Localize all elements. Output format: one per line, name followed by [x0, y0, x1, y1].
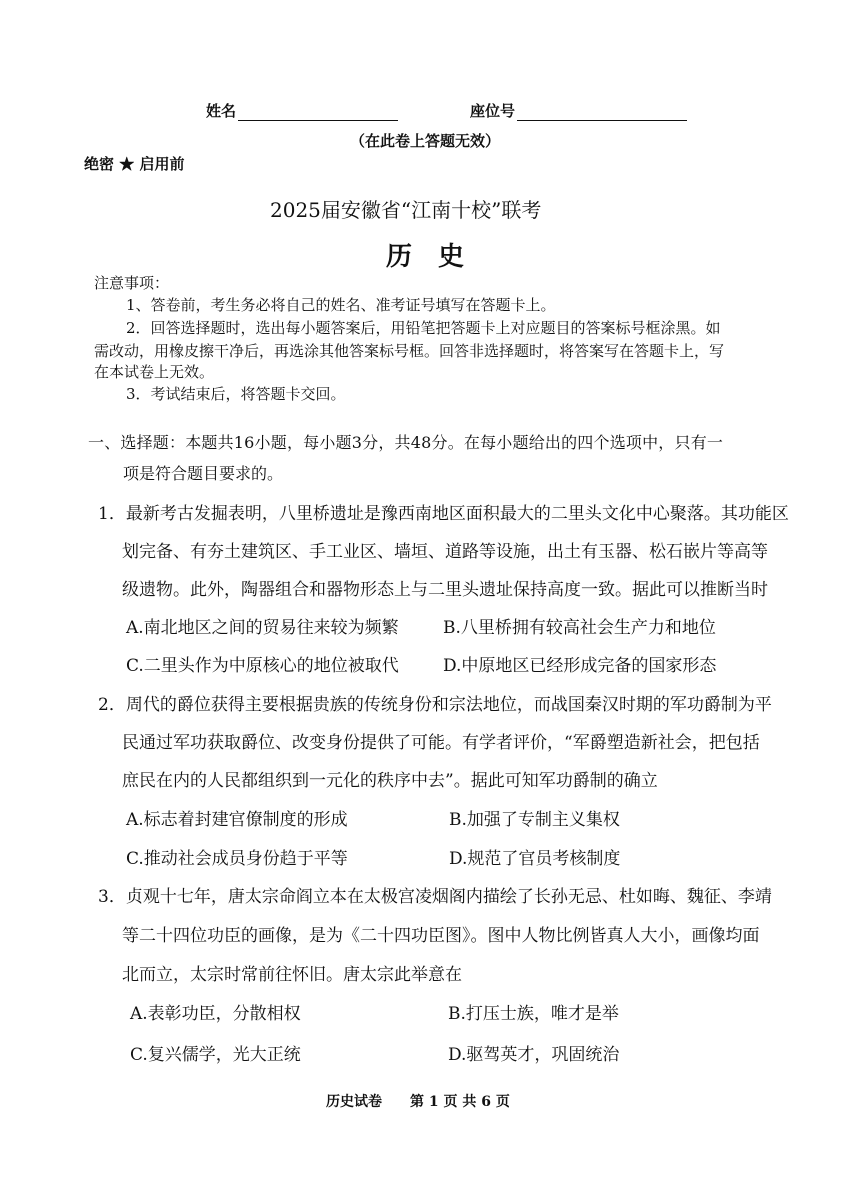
- instructions-title: 注意事项：: [94, 274, 170, 292]
- secret-mark: 绝密 ★ 启用前: [84, 155, 185, 173]
- section-heading-line-2: 项是符合题目要求的。: [123, 464, 284, 483]
- name-field: [206, 100, 398, 121]
- q1-stem-line-1: 1．最新考古发掘表明，八里桥遗址是豫西南地区面积最大的二里头文化中心聚落。其功能区: [98, 504, 789, 524]
- q3-option-b: B.打压士族，唯才是举: [448, 1004, 619, 1024]
- q2-option-a: A.标志着封建官僚制度的形成: [126, 810, 348, 830]
- q1-option-c: C.二里头作为中原核心的地位被取代: [126, 656, 399, 676]
- q1-stem-line-3: 级遗物。此外，陶器组合和器物形态上与二里头遗址保持高度一致。据此可以推断当时: [122, 580, 768, 600]
- q1-stem-line-2: 划完备、有夯土建筑区、手工业区、墙垣、道路等设施，出土有玉器、松石嵌片等高等: [122, 542, 768, 562]
- q2-option-d: D.规范了官员考核制度: [449, 849, 621, 869]
- q2-option-b: B.加强了专制主义集权: [449, 810, 620, 830]
- instruction-item-1: 1、答卷前，考生务必将自己的姓名、准考证号填写在答题卡上。: [126, 296, 556, 314]
- q1-option-d: D.中原地区已经形成完备的国家形态: [443, 656, 717, 676]
- q2-option-c: C.推动社会成员身份趋于平等: [126, 849, 348, 869]
- page-footer: 历史试卷 第 1 页 共 6 页: [326, 1094, 510, 1110]
- q1-option-b: B.八里桥拥有较高社会生产力和地位: [443, 618, 716, 638]
- seat-label: 座位号: [470, 102, 516, 120]
- q1-option-a: A.南北地区之间的贸易往来较为频繁: [126, 618, 399, 638]
- instruction-item-2-line-1: 2．回答选择题时，选出每小题答案后，用铅笔把答题卡上对应题目的答案标号框涂黑。如: [126, 319, 721, 337]
- q3-option-a: A.表彰功臣，分散相权: [130, 1004, 301, 1024]
- q3-stem-line-1: 3．贞观十七年，唐太宗命阎立本在太极宫凌烟阁内描绘了长孙无忌、杜如晦、魏征、李靖: [98, 887, 772, 907]
- q3-option-c: C.复兴儒学，光大正统: [130, 1045, 301, 1065]
- name-label: 姓名: [206, 102, 237, 120]
- instruction-item-2-line-2: 需改动，用橡皮擦干净后，再选涂其他答案标号框。回答非选择题时，将答案写在答题卡上，写: [94, 342, 725, 360]
- seat-blank-line: [517, 102, 687, 121]
- q2-stem-line-2: 民通过军功获取爵位、改变身份提供了可能。有学者评价，“军爵塑造新社会，把包括: [122, 733, 760, 753]
- instruction-item-2-line-3: 在本试卷上无效。: [94, 363, 215, 381]
- instruction-item-3: 3．考试结束后，将答题卡交回。: [126, 385, 346, 403]
- q3-stem-line-3: 北而立，太宗时常前往怀旧。唐太宗此举意在: [122, 965, 462, 985]
- name-blank-line: [238, 102, 398, 121]
- q3-stem-line-2: 等二十四位功臣的画像，是为《二十四功臣图》。图中人物比例皆真人大小，画像均面: [122, 926, 760, 946]
- q2-stem-line-1: 2．周代的爵位获得主要根据贵族的传统身份和宗法地位，而战国秦汉时期的军功爵制为平: [98, 695, 772, 715]
- invalid-note: （在此卷上答题无效）: [350, 132, 501, 150]
- section-heading-line-1: 一、选择题：本题共16小题，每小题3分，共48分。在每小题给出的四个选项中，只有一: [88, 433, 724, 452]
- seat-field: [470, 100, 687, 121]
- q3-option-d: D.驱驾英才，巩固统治: [448, 1045, 620, 1065]
- subject-title: 历 史: [386, 242, 465, 272]
- q2-stem-line-3: 庶民在内的人民都组织到一元化的秩序中去”。据此可知军功爵制的确立: [122, 771, 658, 791]
- exam-title: 2025届安徽省“江南十校”联考: [270, 198, 542, 222]
